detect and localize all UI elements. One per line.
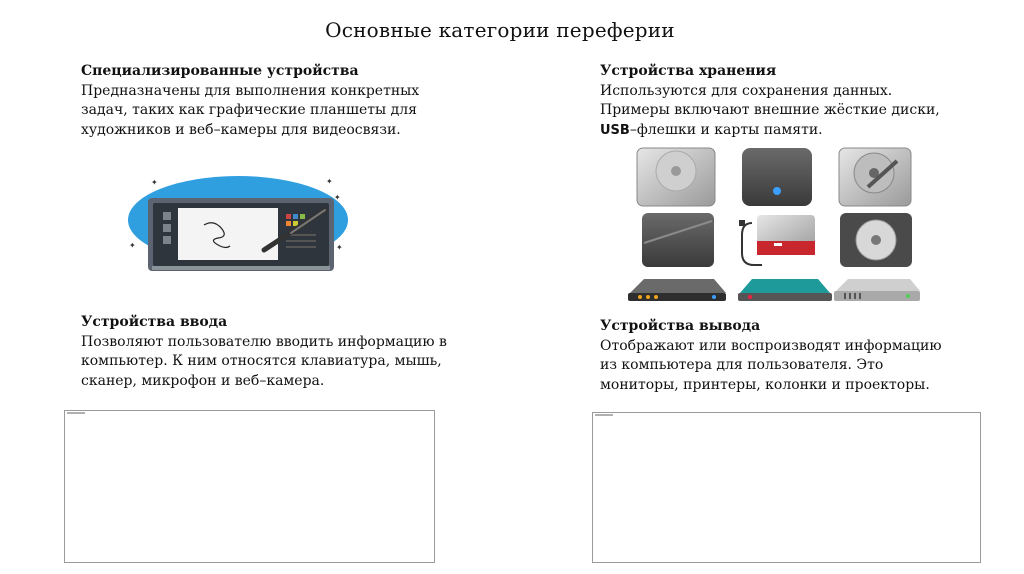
external-drive-dark-icon: [642, 213, 714, 267]
usb-term: USB: [600, 122, 630, 138]
output-devices-heading: Устройства вывода: [600, 318, 761, 334]
storage-drives-icon: [622, 143, 922, 305]
output-devices-image-placeholder: [592, 412, 981, 563]
storage-devices-text-line-3-rest: –флешки и карты памяти.: [629, 121, 823, 138]
specialized-devices-text: Предназначены для выполнения конкретных задач, таких как графические планшеты для художников и веб–камеры для видеосвязи.: [81, 82, 420, 138]
page-title: Основные категории переферии: [325, 18, 675, 42]
input-devices-section: [81, 313, 461, 391]
svg-text:✦: ✦: [334, 193, 341, 202]
flat-drive-silver-icon: [834, 279, 920, 301]
storage-devices-text-line-2: Примеры включают внешние жёсткие диски,: [600, 102, 940, 118]
storage-devices-text-line-3: [600, 121, 980, 141]
storage-devices-section: [600, 62, 980, 140]
image-placeholder-mark: [595, 414, 613, 416]
svg-text:✦: ✦: [326, 177, 333, 186]
output-devices-section: [600, 317, 980, 395]
open-hard-drive-icon: [839, 148, 911, 206]
storage-devices-heading: Устройства хранения: [600, 63, 777, 79]
specialized-devices-heading: Специализированные устройства: [81, 63, 359, 79]
image-placeholder-mark: [67, 412, 85, 414]
svg-text:✦: ✦: [151, 178, 158, 187]
input-devices-heading: Устройства ввода: [81, 314, 228, 330]
external-drive-blue-led-icon: [742, 148, 812, 206]
flat-drive-teal-icon: [738, 279, 832, 301]
input-devices-image-placeholder: [64, 410, 435, 563]
specialized-devices-section: [81, 62, 461, 140]
hard-drive-icon: [637, 148, 715, 206]
external-drive-red-icon: [739, 215, 815, 265]
svg-text:✦: ✦: [129, 241, 136, 250]
external-drive-silver-icon: [840, 213, 912, 267]
storage-devices-text-line-1: Используются для сохранения данных.: [600, 82, 893, 99]
svg-text:✦: ✦: [336, 243, 343, 252]
output-devices-text: Отображают или воспроизводят информацию из компьютера для пользователя. Это мониторы, принтеры, колонки и проекторы.: [600, 337, 942, 393]
flat-drive-dark-icon: [628, 279, 726, 301]
graphics-tablet-icon: [126, 170, 356, 280]
input-devices-text: Позволяют пользователю вводить информацию в компьютер. К ним относятся клавиатура, мышь, сканер, микрофон и веб–камера.: [81, 333, 447, 389]
